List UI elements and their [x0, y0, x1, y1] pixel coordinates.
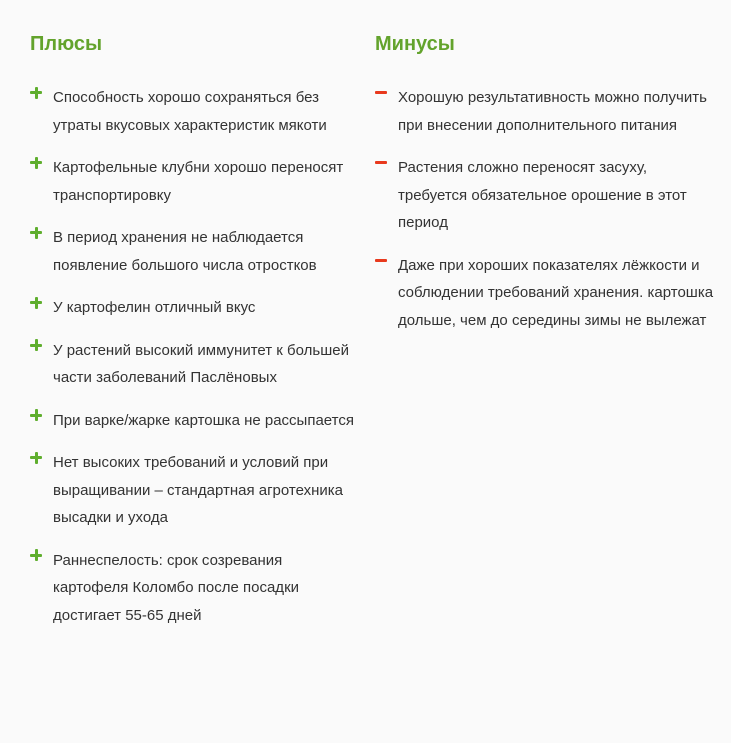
cons-title: Минусы — [375, 33, 455, 55]
pros-item-text: Нет высоких требований и условий при выращивании – стандартная агротехника высадки и ухода — [53, 454, 344, 526]
minus-icon — [375, 252, 389, 280]
plus-icon — [30, 449, 44, 477]
cons-list-item — [375, 252, 715, 335]
pros-item-text: При варке/жарке картошка не рассыпается — [53, 411, 354, 429]
pros-list-item — [30, 547, 360, 630]
pros-item-text: У растений высокий иммунитет к большей части заболеваний Паслёновых — [53, 341, 349, 386]
pros-item-text: У картофелин отличный вкус — [53, 299, 256, 316]
pros-list-item — [30, 154, 360, 209]
pros-list-item — [30, 294, 360, 322]
pros-item-text: Картофельные клубни хорошо переносят транспортировку — [53, 159, 344, 204]
pros-title: Плюсы — [30, 33, 103, 55]
pros-list-item — [30, 449, 360, 532]
pros-item-text: Способность хорошо сохраняться без утраты вкусовых характеристик мякоти — [53, 89, 327, 134]
plus-icon — [30, 547, 44, 575]
plus-icon — [30, 337, 44, 365]
cons-list — [375, 84, 715, 334]
pros-item-text: В период хранения не наблюдается появление большого числа отростков — [53, 229, 317, 274]
plus-icon — [30, 407, 44, 435]
cons-item-text: Растения сложно переносят засуху, требуется обязательное орошение в этот период — [398, 159, 687, 231]
cons-item-text: Даже при хороших показателях лёжкости и соблюдении требований хранения. картошка дольше, чем до середины зимы не вылежат — [398, 256, 714, 329]
pros-list-item — [30, 407, 360, 435]
pros-column — [30, 32, 360, 644]
pros-list-item — [30, 337, 360, 392]
pros-list-item — [30, 224, 360, 279]
cons-column — [375, 32, 715, 349]
minus-icon — [375, 84, 389, 112]
minus-icon — [375, 154, 389, 182]
pros-item-text: Раннеспелость: срок созревания картофеля Коломбо после посадки достигает 55-65 дней — [53, 551, 300, 624]
pros-list-item — [30, 84, 360, 139]
plus-icon — [30, 84, 44, 112]
cons-list-item — [375, 154, 715, 237]
plus-icon — [30, 294, 44, 322]
plus-icon — [30, 224, 44, 252]
cons-item-text: Хорошую результативность можно получить при внесении дополнительного питания — [398, 89, 707, 134]
pros-list — [30, 84, 360, 629]
plus-icon — [30, 154, 44, 182]
cons-list-item — [375, 84, 715, 139]
